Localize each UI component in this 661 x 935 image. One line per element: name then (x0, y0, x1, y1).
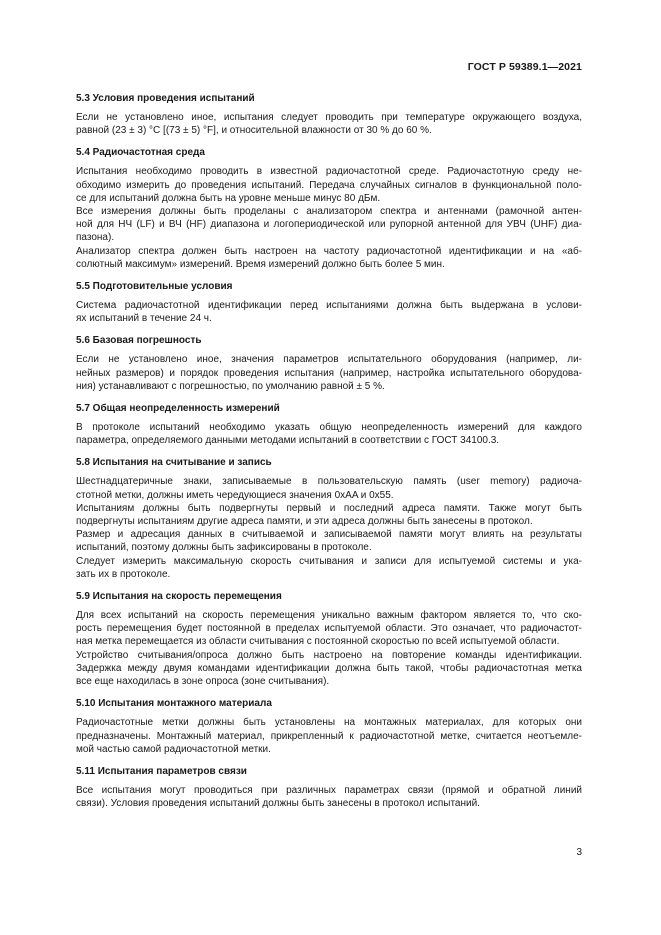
paragraph (76, 502, 582, 528)
page-number: 3 (576, 847, 582, 858)
paragraph (76, 528, 582, 554)
text-line: В протоколе испытаний необходимо указать общую неопределенность измерений для каждого (76, 422, 582, 434)
document-body (76, 92, 582, 819)
section-title: 5.4 Радиочастотная среда (76, 147, 205, 159)
text-line: стотной метки, должны иметь чередующиеся значения 0xAA и 0x55. (76, 489, 394, 501)
paragraph (76, 205, 582, 245)
section-title: 5.11 Испытания параметров связи (76, 765, 247, 777)
text-line: ния) устанавливают с погрешностью, по умолчанию равной ± 5 %. (76, 380, 385, 392)
section-title: 5.8 Испытания на считывание и запись (76, 457, 272, 469)
text-line: Анализатор спектра должен быть настроен на частоту радиочастотной идентификации и на «аб- (76, 245, 582, 257)
section-title: 5.7 Общая неопределенность измерений (76, 403, 280, 415)
section (76, 146, 582, 271)
section (76, 402, 582, 447)
paragraph (76, 475, 582, 501)
text-line: параметра, определяемого данными методами испытаний в соответствии с ГОСТ 34100.3. (76, 435, 500, 447)
text-line: Если не установлено иное, испытания следует проводить при температуре окружающего воздуха, (76, 112, 582, 123)
text-line: Размер и адресация данных в считываемой и записываемой памяти могут влиять на результаты (76, 529, 582, 541)
text-line: Система радиочастотной идентификации перед испытаниями должна быть выдержана в услови- (76, 300, 582, 312)
paragraph (76, 353, 582, 393)
text-line: ной для НЧ (LF) и ВЧ (HF) диапазона и логопериодической или рупорной антенной для УВЧ (UHF) диа- (76, 219, 582, 231)
paragraph (76, 716, 582, 756)
section (76, 590, 582, 688)
text-line: Испытаниям должны быть подвергнуты первый и последний адреса памяти. Также могут быть (76, 502, 582, 514)
text-line: равной (23 ± 3) °C [(73 ± 5) °F], и относительной влажности от 30 % до 60 %. (76, 125, 432, 137)
text-line: Устройство считывания/опроса должно быть настроено на повторение команды идентификации. (76, 649, 582, 661)
text-line: се для испытаний должна быть на уровне меньше минус 80 дБм. (76, 192, 381, 204)
section-title: 5.5 Подготовительные условия (76, 281, 233, 293)
paragraph (76, 299, 582, 325)
paragraph (76, 555, 582, 581)
paragraph (76, 609, 582, 649)
section (76, 92, 582, 137)
text-line: испытаний, поэтому должны быть зафиксированы в протоколе. (76, 542, 372, 554)
text-line: зать их в протоколе. (76, 568, 171, 580)
section-title: 5.3 Условия проведения испытаний (76, 93, 255, 104)
text-line: все еще находилась в зоне опроса (зоне считывания). (76, 676, 330, 688)
text-line: рость перемещения будет постоянной в пределах испытуемой области. Это означает, что радиочастот- (76, 623, 582, 635)
document-id-header: ГОСТ Р 59389.1—2021 (467, 61, 582, 73)
text-line: Все измерения должны быть проделаны с анализатором спектра и антеннами (рамочной антен- (76, 206, 582, 218)
paragraph (76, 245, 582, 271)
text-line: подвергнуты испытаниям другие адреса памяти, и эти адреса должны быть занесены в протокол. (76, 516, 533, 528)
section (76, 280, 582, 325)
text-line: Испытания необходимо проводить в известной радиочастотной среде. Радиочастотную среду не- (76, 166, 582, 178)
text-line: Для всех испытаний на скорость перемещения уникально важным фактором является то, что ско- (76, 610, 582, 622)
text-line: пазона). (76, 232, 115, 244)
paragraph (76, 421, 582, 447)
text-line: Шестнадцатеричные знаки, записываемые в пользовательскую память (user memory) радиоча- (76, 476, 582, 488)
text-line: Следует измерить максимальную скорость считывания и записи для испытуемой системы и ука- (76, 555, 582, 567)
section (76, 765, 582, 810)
section (76, 334, 582, 393)
text-line: нейных размеров) и порядок проведения испытания (например, настройка испытательного оборудова- (76, 367, 582, 379)
text-line: Все испытания могут проводиться при различных параметрах связи (прямой и обратной линий (76, 784, 582, 796)
section (76, 697, 582, 756)
paragraph (76, 649, 582, 689)
paragraph (76, 111, 582, 137)
text-line: Задержка между двумя командами идентификации должна быть такой, чтобы радиочастотная метка (76, 662, 582, 674)
text-line: Радиочастотные метки должны быть установлены на монтажных материалах, для которых они (76, 717, 582, 729)
text-line: ях испытаний в течение 24 ч. (76, 313, 212, 325)
section-title: 5.9 Испытания на скорость перемещения (76, 591, 282, 603)
section-title: 5.10 Испытания монтажного материала (76, 698, 272, 710)
text-line: мой частью самой радиочастотной метки. (76, 743, 271, 755)
section-title: 5.6 Базовая погрешность (76, 335, 202, 347)
text-line: солютный максимум» измерений. Время измерений должно быть более 5 мин. (76, 258, 445, 270)
text-line: предназначены. Монтажный материал, прикрепленный к радиочастотной метке, считается неотъемле- (76, 730, 582, 742)
text-line: Если не установлено иное, значения параметров испытательного оборудования (например, ли- (76, 354, 582, 366)
text-line: связи). Условия проведения испытаний должны быть занесены в протокол испытаний. (76, 798, 480, 810)
text-line: ная метка перемещается из области считывания с постоянной скоростью по всей испытуемой области. (76, 636, 560, 648)
text-line: обходимо измерить до проведения испытаний. Передача случайных сигналов в функциональной поло- (76, 179, 582, 191)
paragraph (76, 784, 582, 810)
paragraph (76, 165, 582, 205)
section (76, 456, 582, 581)
